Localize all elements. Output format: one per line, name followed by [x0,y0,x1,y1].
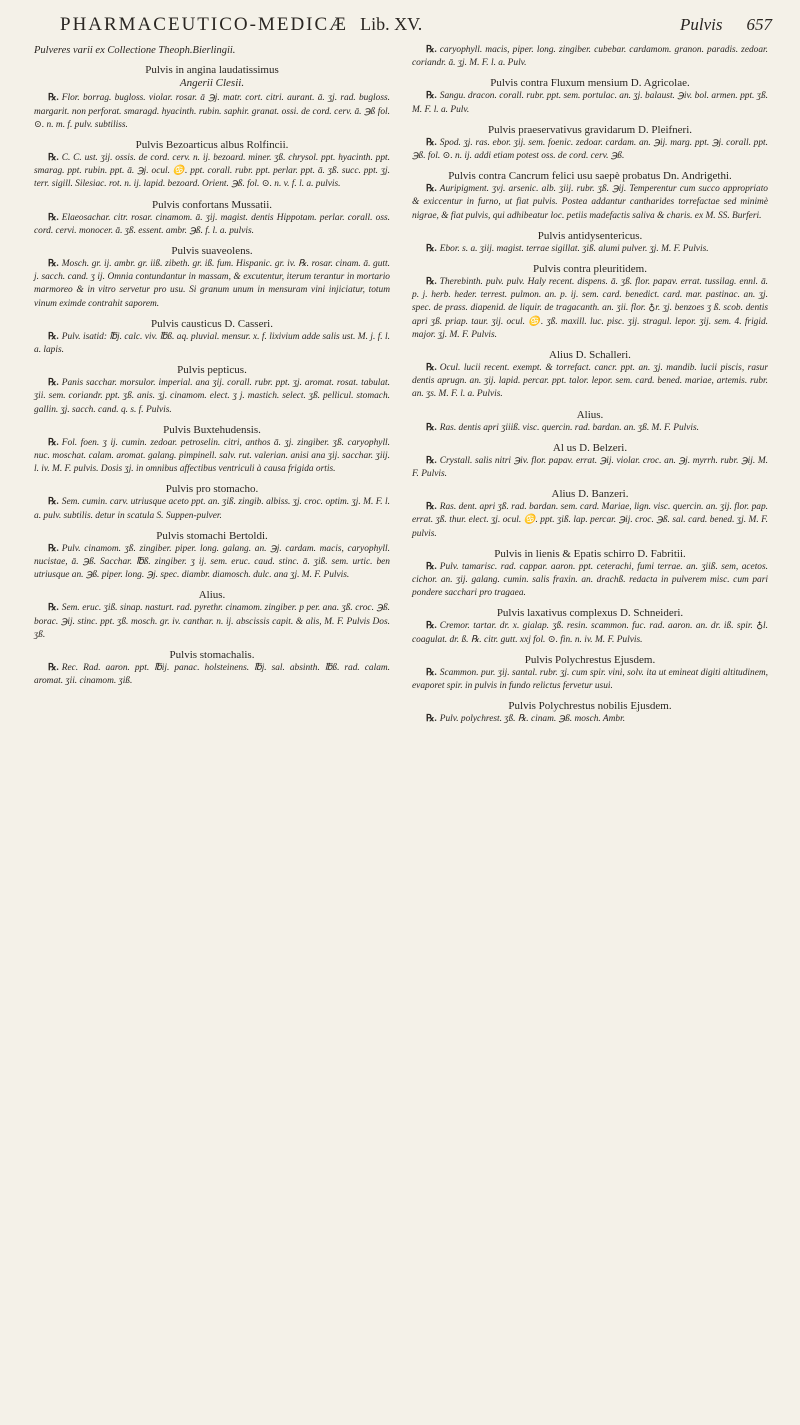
recipe-sign: ℞. [48,93,59,104]
recipe-body: Ras. dentis apri ʒiiiß. visc. quercin. rad. bardan. an. ʒß. M. F. Pulvis. [439,422,700,433]
recipe-body: Pulv. polychrest. ʒß. ℞. cinam. ℈ß. mosch. Ambr. [439,714,626,725]
section-heading: Pulveres varii ex Collectione Theoph.Bierlingii. [34,45,236,56]
section-heading: Pulvis pro stomacho. [165,483,259,496]
page-number: 657 [746,15,772,34]
recipe-body: Fol. foen. ʒ ij. cumin. zedoar. petroselin. citri, anthos ā. ʒj. zingiber. ʒß. caryophyll. nuc. moschat. calam. aromat. galang. pimpinell. salv. rut. valerian. anisi ana ʒij. sacchar. ʒiij. l. iv. M. F. pulvis. Dosis ʒj. in omnibus affectibus ventriculi à causa frigida ortis. [34,437,390,475]
recipe-sign: ℞. [48,212,59,223]
section-heading: Alius. [576,408,604,421]
recipe-sign: ℞. [48,437,59,448]
recipe-body: Ocul. lucii recent. exempt. & torrefact. cancr. ppt. an. ʒj. mandib. lucii piscis, rasur dentis aprugn. an. ʒij. lapid. percar. ppt. talor. lepor. sem. card. bened. mariae, artemis. rubr. an. ʒs. M. F. l. a. Pulvis. [412,363,768,400]
section-heading: Pulvis stomachi Bertoldi. [156,529,268,542]
section-heading: Pulvis Polychrestus nobilis Ejusdem. [508,700,672,713]
section-heading: Pulvis stomachalis. [169,649,255,662]
right-column [412,44,768,731]
recipe-text [412,422,768,435]
recipe-body: Cremor. tartar. dr. x. gialap. ʒß. resin. scammon. fuc. rad. aaron. an. dr. iß. spir. ♁l. coagulat. dr. ß. ℞. citr. gutt. xxj fol. ⊙. fin. n. iv. M. F. Pulvis. [412,621,768,645]
section-heading: Pulvis in lienis & Epatis schirro D. Fabritii. [494,547,686,560]
recipe-text [34,212,390,238]
recipe-body: Scammon. pur. ʒij. santal. rubr. ʒj. cum spir. vini, solv. ita ut emineat digiti altitudinem, evaporet spir. in pulvis in fundo relictus fervetur usui. [412,667,768,692]
section-heading: Pulvis in angina laudatissimus [145,64,279,77]
recipe-body: Sem. eruc. ʒiß. sinap. nasturt. rad. pyrethr. cinamom. zingiber. p per. ana. ʒß. croc. ℈ß. borac. ℈ij. stinc. ppt. ʒß. mosch. gr. iv. canthar. n. ij. abscissis capit. & alis, M. F. Pulvis Dos. ʒß. [34,603,390,640]
recipe-text [412,362,768,402]
recipe-sign: ℞. [426,137,437,148]
section-heading: Pulvis praeservativus gravidarum D. Pleifneri. [487,123,693,136]
recipe-text [412,713,768,726]
recipe-text [34,543,390,583]
recipe-sign: ℞. [48,331,59,342]
recipe-sign: ℞. [426,561,437,572]
recipe-sign: ℞. [426,667,437,678]
recipe-text [412,90,768,116]
recipe-body: Auripigment. ʒvj. arsenic. alb. ʒiij. rubr. ʒß. ℈ij. Temperentur cum succo appropriato & exiccentur in furno, ut fiat pulvis. Postea addantur cantharides torrefactae sed minimè nigrae, & fiat pulvis, qui adhibeatur loc. petiis madefactis saliva & charis. ex M. SS. Burferi. [412,184,768,221]
recipe-text [412,501,768,541]
section-heading: Pulvis confortans Mussatii. [151,198,273,211]
author-line: Angerii Clesii. [179,77,245,90]
recipe-body: caryophyll. macis, piper. long. zingiber. cubebar. cardamom. granon. paradis. zedoar. coriandr. ā. ʒj. M. F. l. a. Pulv. [412,45,768,69]
recipe-sign: ℞. [48,543,59,554]
recipe-body: Flor. borrag. bugloss. violar. rosar. ā ℈j. matr. cort. citri. aurant. ā. ʒj. rad. bugloss. margarit. non perforat. smaragd. hyacinth. rubin. saphir. granat. ossi. de cord. cerv. ā. ℈ß fol. ⊙. n. m. f. pulv. subtiliss. [34,93,390,130]
section-heading: Pulvis contra pleuritidem. [533,263,647,276]
recipe-body: Ras. dent. apri ʒß. rad. bardan. sem. card. Mariae, lign. visc. quercin. an. ʒij. flor. pap. errat. ʒß. thur. elect. ʒj. ocul. ♋. ppt. ʒiß. lap. percar. ℈ij. croc. ℈ß. sal. card. bened. ʒj. M. F. pulvis. [412,502,768,539]
recipe-text [34,258,390,311]
recipe-text [412,561,768,601]
section-heading: Pulvis Polychrestus Ejusdem. [524,653,656,666]
recipe-sign: ℞. [48,259,59,270]
recipe-text [34,496,390,522]
running-title: PHARMACEUTICO-MEDICÆ [60,14,349,35]
section-heading: Pulvis contra Cancrum felici usu saepè probatus Dn. Andrigethi. [448,170,732,183]
recipe-sign: ℞. [48,603,59,614]
recipe-sign: ℞. [426,243,437,254]
recipe-text [412,455,768,481]
recipe-body: Panis sacchar. morsulor. imperial. ana ʒij. corall. rubr. ppt. ʒj. aromat. rosat. tabulat. ʒii. sem. coriandr. ppt. ʒß. anis. ʒj. cinamom. elect. ʒ j. mastich. select. ʒß. pellicul. stomach. gallin. ʒj. sacch. cand. q. s. f. Pulvis. [34,378,390,415]
recipe-text [34,437,390,477]
section-heading: Pulvis antidysentericus. [537,229,643,242]
recipe-body: Spod. ʒj. ras. ebor. ʒij. sem. foenic. zedoar. cardam. an. ℈ij. marg. ppt. ℈j. corall. ppt. ℈ß. fol. ⊙. n. ij. addi etiam potest oss. de cord. cerv. ℈ß. [412,137,768,162]
section-heading: Al us D. Belzeri. [552,441,628,454]
recipe-text [412,243,768,256]
running-header [60,14,772,40]
recipe-text [34,602,390,642]
recipe-text [34,152,390,192]
section-heading: Alius. [198,589,226,602]
section-heading: Alius D. Banzeri. [551,488,629,501]
recipe-body: Sangu. dracon. corall. rubr. ppt. sem. portulac. an. ʒj. balaust. ℈iv. bol. armen. ppt. ʒß. M. F. l. a. Pulv. [412,91,768,115]
recipe-body: Pulv. tamarisc. rad. cappar. aaron. ppt. ceterachi, fumi terrae. an. ʒiiß. sem, acetos. cichor. an. ʒij. galang. cumin. salis fraxin. an. drachß. redacta in pulverem misc. cum pari pondere sacchari pro tragaea. [412,561,768,599]
section-heading: Alius D. Schalleri. [549,349,631,362]
recipe-text [412,667,768,693]
section-heading: Pulvis contra Fluxum mensium D. Agricolae. [490,77,690,90]
section-heading: Pulvis Bezoarticus albus Rolfincii. [135,139,289,152]
recipe-sign: ℞. [426,184,437,195]
recipe-sign: ℞. [426,363,437,374]
recipe-body: Rec. Rad. aaron. ppt. ℔ij. panac. holsteinens. ℔j. sal. absinth. ℔ß. rad. calam. aromat. ʒii. cinamom. ʒiß. [34,663,390,687]
left-column [34,44,390,693]
recipe-sign: ℞. [426,422,437,433]
recipe-text [34,92,390,132]
section-heading: Pulvis causticus D. Casseri. [151,317,273,330]
recipe-text [412,44,768,70]
recipe-sign: ℞. [426,455,437,466]
recipe-sign: ℞. [426,502,437,513]
recipe-body: Elaeosachar. citr. rosar. cinamom. ā. ʒij. magist. dentis Hippotam. perlar. corall. oss. cord. cervi. monocer. ā. ʒß. essent. ambr. ℈ß. f. l. a. pulvis. [34,212,390,236]
recipe-sign: ℞. [48,663,59,674]
section-head: Pulvis [680,15,723,34]
recipe-text [412,183,768,223]
recipe-text [412,276,768,342]
recipe-text [412,620,768,646]
recipe-body: C. C. ust. ʒij. ossis. de cord. cerv. n. ij. bezoard. miner. ʒß. chrysol. ppt. hyacinth. ppt. smarag. ppt. rubin. ppt. ā. ℈j. ocul. ♋. ppt. corall. rubr. ppt. perlar. ppt. ā. ʒß. succ. ppt. ʒj. terr. sigill. Silesiac. rot. n. ij. lapid. bezoard. Orient. ℈ß. fol. ⊙. n. v. f. l. a. pulvis. [34,153,390,190]
recipe-text [412,137,768,163]
recipe-sign: ℞. [48,497,59,508]
recipe-body: Mosch. gr. ij. ambr. gr. iiß. zibeth. gr. iß. fum. Hispanic. gr. iv. ℞. rosar. cinam. ā. gutt. j. sacch. cand. ʒ ij. Omnia contundantur in massam, & excutentur, iterum terantur in mortario marmoreo & in vitro servetur pro usu. Si granum unum in mensuram vini injiciatur, totum vinum eximde contrahit saporem. [34,259,390,309]
recipe-sign: ℞. [48,378,59,389]
recipe-sign: ℞. [426,714,437,725]
book-number: Lib. XV. [360,14,423,34]
recipe-text [34,331,390,357]
recipe-sign: ℞. [48,153,59,164]
section-heading: Pulvis Buxtehudensis. [163,423,261,436]
section-heading: Pulvis pepticus. [177,364,247,377]
recipe-text [34,377,390,417]
recipe-body: Pulv. cinamom. ʒß. zingiber. piper. long. galang. an. ℈j. cardam. macis, caryophyll. nucistae, ā. ℈ß. Sacchar. ℔ß. zingiber. ʒ ij. sem. eruc. caud. stinc. ā. ʒiß. sem. urtic. ben utriusque an. ℈ß. piper. long. ℈j. spec. diambr. diamosch. dulc. ana ʒj. M. F. Pulvis. [34,543,390,581]
recipe-body: Therebinth. pulv. pulv. Haly recent. dispens. ā. ʒß. flor. papav. errat. tussilag. ennl. ā. p. j. herb. heder. terrest. pulmon. an. p. ij. sem. card. benedict. card. mar. pastinac. an. ʒj. spec. de prass. diapenid. de liquir. de tragacanth. an. ʒii. flor. ♁r. ʒj. benzoes ʒ ß. scob. dentis apri ʒß. priap. taur. ʒij. ocul. ♋. ʒß. maxill. luc. pisc. ʒij. stragul. lepor. ʒij. sem. 4. frigid. major. ʒj. M. F. Pulvis. [412,277,768,340]
recipe-body: Pulv. isatid: ℔j. calc. viv. ℔ß. aq. pluvial. mensur. x. f. lixivium adde salis ust. M. j. f. l. a. lapis. [34,331,390,356]
recipe-sign: ℞. [426,277,437,288]
recipe-sign: ℞. [426,45,437,55]
section-heading: Pulvis laxativus complexus D. Schneideri. [496,607,684,620]
recipe-sign: ℞. [426,621,437,632]
recipe-body: Sem. cumin. carv. utriusque aceto ppt. an. ʒiß. zingib. albiss. ʒj. croc. optim. ʒj. M. F. l. a. pulv. subtilis. detur in scatula S. Suppen-pulver. [34,497,390,521]
recipe-sign: ℞. [426,91,437,102]
recipe-text [34,662,390,688]
section-heading: Pulvis suaveolens. [171,245,253,258]
recipe-body: Ebor. s. a. ʒiij. magist. terrae sigillat. ʒiß. alumi pulver. ʒj. M. F. Pulvis. [439,243,709,254]
recipe-body: Crystall. salis nitri ℈iv. flor. papav. errat. ℈ij. violar. croc. an. ℈j. myrrh. rubr. ℈ij. M. F. Pulvis. [412,455,768,480]
